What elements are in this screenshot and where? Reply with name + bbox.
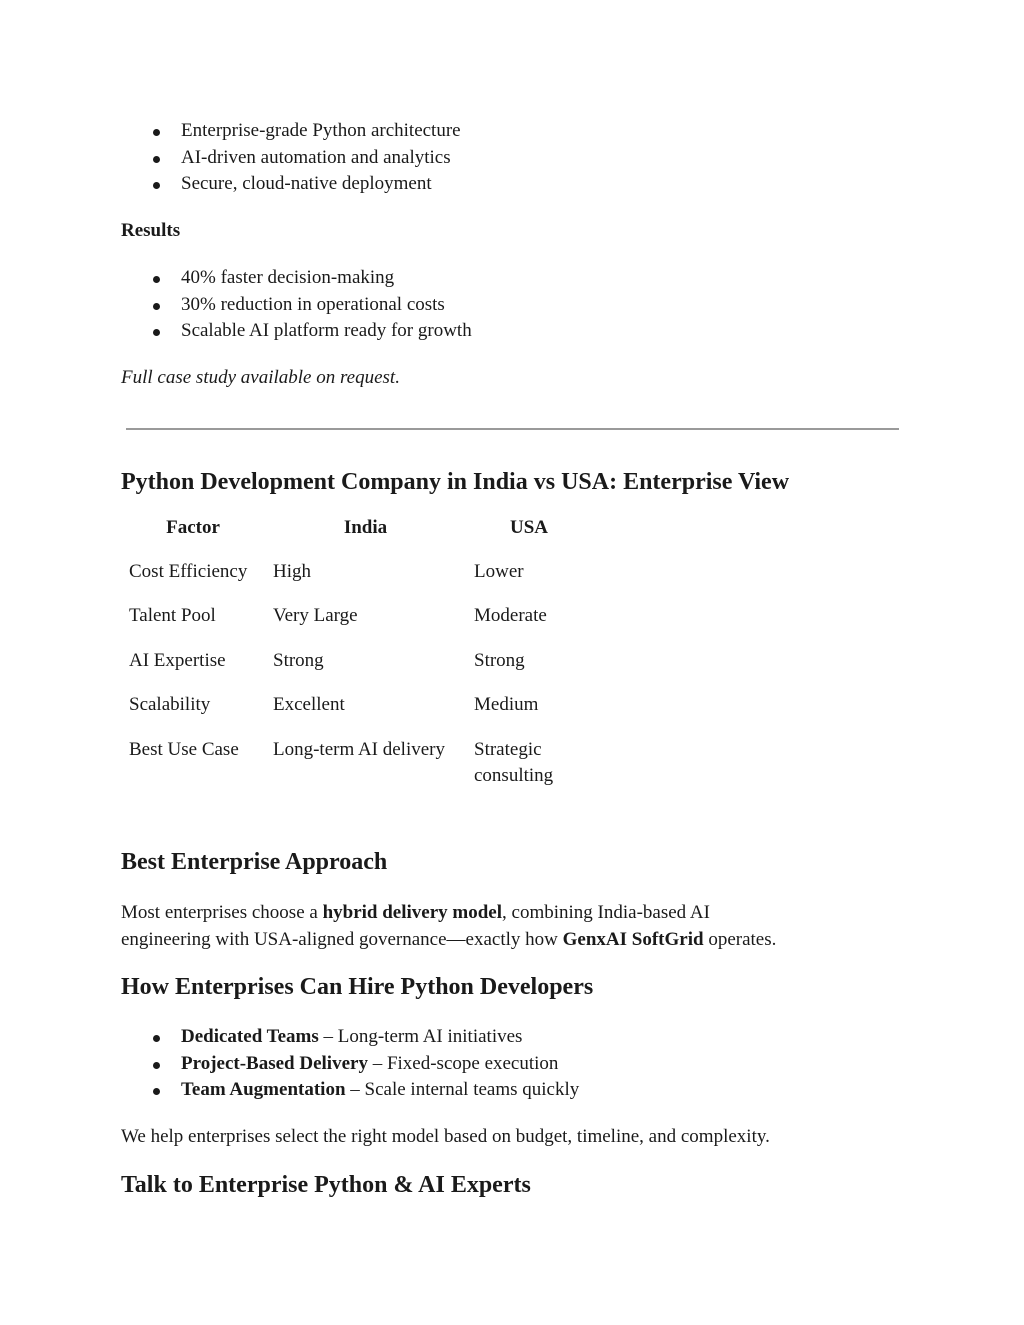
- list-item: Project-Based Delivery – Fixed-scope execution: [121, 1051, 579, 1078]
- table-cell: Strong: [273, 649, 324, 671]
- table-cell: Cost Efficiency: [129, 560, 248, 582]
- hybrid-model-emphasis: hybrid delivery model: [322, 902, 503, 923]
- list-item: Dedicated Teams – Long-term AI initiatives: [121, 1024, 579, 1051]
- results-heading: Results: [121, 220, 181, 241]
- comparison-heading: Python Development Company in India vs USA: Enterprise View: [121, 469, 790, 495]
- table-cell: Moderate: [474, 605, 547, 626]
- bullet-icon: [153, 303, 160, 310]
- horizontal-divider: [126, 428, 899, 430]
- table-cell: Excellent: [273, 694, 345, 715]
- features-list: [121, 118, 461, 198]
- table-row: [121, 648, 592, 693]
- bullet-icon: [153, 156, 160, 163]
- list-item: 40% faster decision-making: [121, 265, 472, 292]
- column-header-india: India: [343, 517, 388, 538]
- table-cell: Long-term AI delivery: [273, 738, 446, 760]
- column-header-factor: Factor: [166, 517, 220, 538]
- contact-heading: Talk to Enterprise Python & AI Experts: [121, 1172, 531, 1198]
- comparison-table: [121, 515, 592, 808]
- results-list: [121, 265, 472, 345]
- approach-line-1: Most enterprises choose a hybrid delivery model, combining India-based AI: [121, 902, 710, 923]
- list-item: AI-driven automation and analytics: [121, 145, 461, 172]
- table-cell: Medium: [474, 694, 539, 715]
- table-cell: Lower: [474, 560, 524, 582]
- table-cell: Best Use Case: [129, 738, 239, 760]
- table-cell: Talent Pool: [129, 605, 216, 626]
- approach-heading: Best Enterprise Approach: [121, 849, 388, 875]
- approach-paragraph: [121, 900, 776, 953]
- list-item: Team Augmentation – Scale internal teams quickly: [121, 1077, 579, 1104]
- bullet-icon: [153, 1062, 160, 1069]
- table-cell: Strategic consulting: [474, 738, 554, 786]
- bullet-icon: [153, 276, 160, 283]
- bullet-icon: [153, 1035, 160, 1042]
- table-row: [121, 603, 592, 648]
- hire-options-list: [121, 1024, 579, 1104]
- list-item: Scalable AI platform ready for growth: [121, 318, 472, 345]
- table-cell: Strong: [474, 649, 525, 671]
- table-header-row: [121, 515, 592, 559]
- table-row: [121, 692, 592, 737]
- bullet-icon: [153, 182, 160, 189]
- approach-line-2: engineering with USA-aligned governance—exactly how GenxAI SoftGrid operates.: [121, 928, 777, 950]
- column-header-usa: USA: [509, 517, 548, 538]
- bullet-icon: [153, 1088, 160, 1095]
- hire-heading: How Enterprises Can Hire Python Developers: [121, 974, 594, 1000]
- list-item: Enterprise-grade Python architecture: [121, 118, 461, 145]
- list-item: Secure, cloud-native deployment: [121, 171, 461, 198]
- table-cell: AI Expertise: [129, 649, 226, 671]
- hire-summary: We help enterprises select the right model based on budget, timeline, and complexity.: [121, 1126, 770, 1147]
- table-row: [121, 559, 592, 604]
- table-cell: Very Large: [273, 605, 358, 626]
- table-row: [121, 737, 592, 808]
- company-name-emphasis: GenxAI SoftGrid: [562, 928, 704, 950]
- table-cell: High: [273, 560, 311, 582]
- bullet-icon: [153, 329, 160, 336]
- table-cell: Scalability: [129, 694, 211, 715]
- bullet-icon: [153, 129, 160, 136]
- case-study-note: Full case study available on request.: [121, 367, 400, 388]
- list-item: 30% reduction in operational costs: [121, 292, 472, 319]
